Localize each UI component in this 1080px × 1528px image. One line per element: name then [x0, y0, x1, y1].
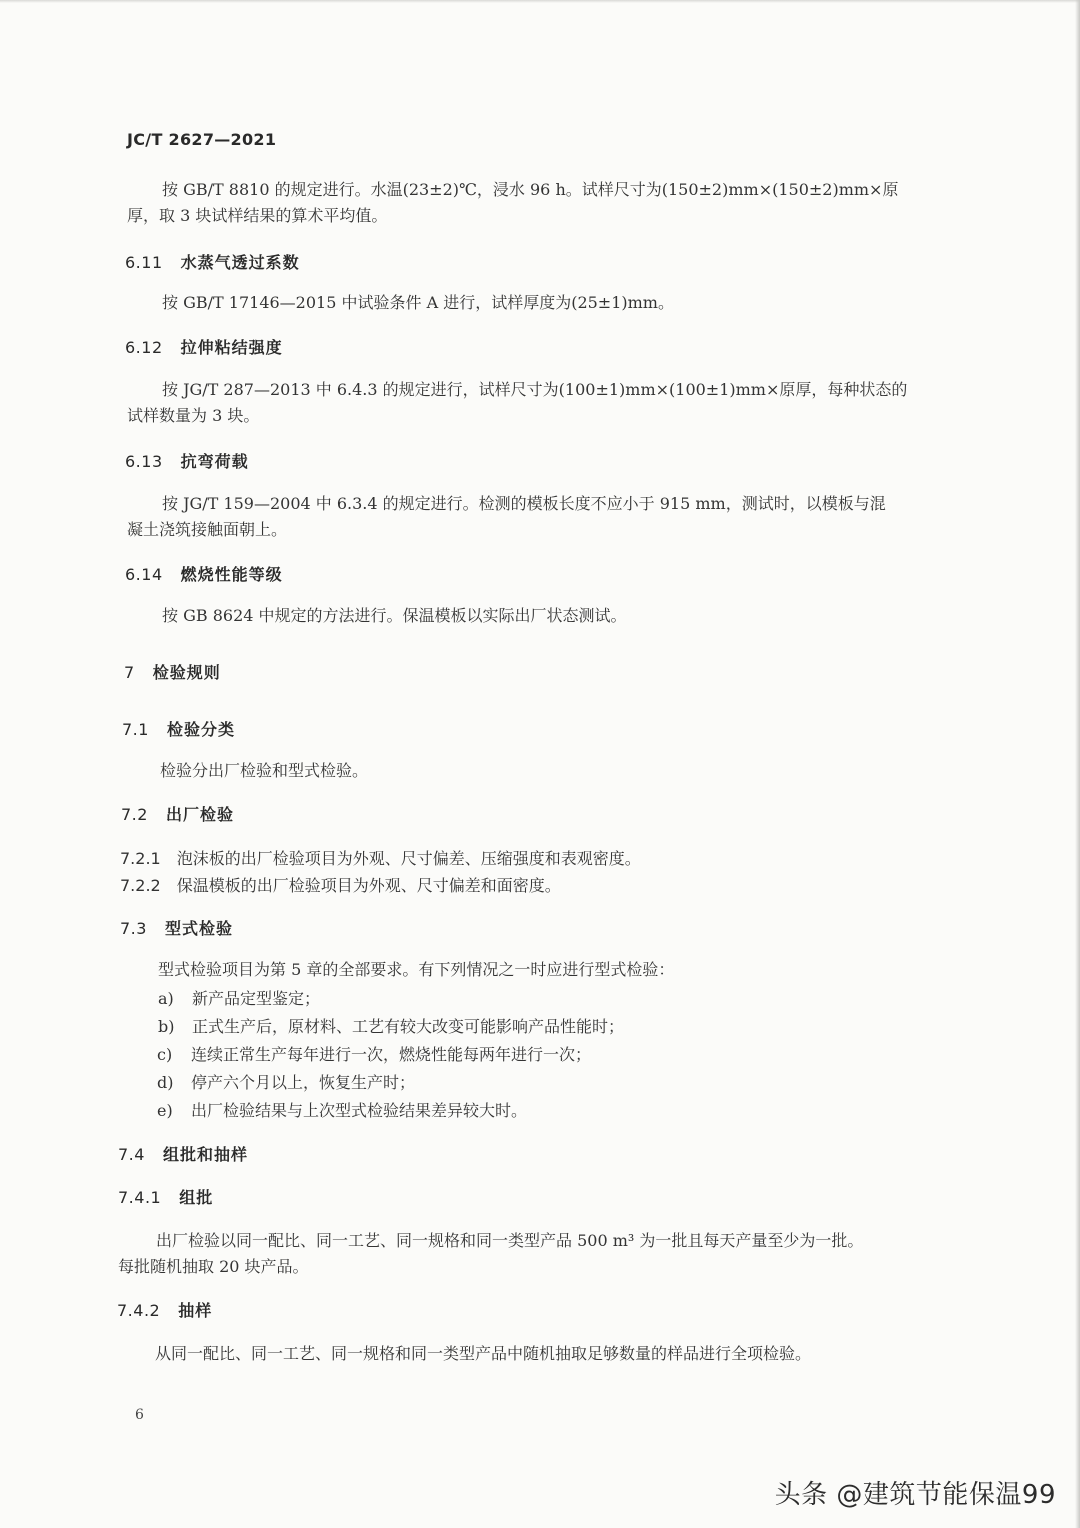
- paragraph-7-3: 型式检验项目为第 5 章的全部要求。有下列情况之一时应进行型式检验：: [158, 960, 675, 979]
- paragraph-7-1: 检验分出厂检验和型式检验。: [160, 761, 369, 780]
- standard-number: JC/T 2627—2021: [127, 130, 277, 149]
- heading-number: 7.4.1: [118, 1188, 162, 1207]
- heading-title: 燃烧性能等级: [180, 565, 283, 584]
- page-number: 6: [135, 1407, 144, 1423]
- heading-title: 组批: [179, 1188, 214, 1207]
- heading-number: 7.4: [118, 1145, 145, 1164]
- list-item-b: [158, 1014, 624, 1037]
- list-item-c: [157, 1042, 591, 1065]
- paragraph-6-12-line-1: 按 JG/T 287—2013 中 6.4.3 的规定进行，试样尺寸为(100±1)mm×(100±1)mm×原厚，每种状态的: [162, 380, 908, 399]
- paragraph-6-11: 按 GB/T 17146—2015 中试验条件 A 进行，试样厚度为(25±1)mm。: [162, 293, 674, 312]
- list-item-a: [158, 986, 320, 1009]
- heading-title: 拉伸粘结强度: [180, 338, 283, 357]
- heading-7-2: [121, 802, 234, 825]
- paragraph-6-12-line-2: 试样数量为 3 块。: [127, 406, 260, 425]
- heading-number: 6.14: [125, 565, 163, 584]
- paragraph-6-14: 按 GB 8624 中规定的方法进行。保温模板以实际出厂状态测试。: [162, 606, 627, 625]
- heading-6-11: [125, 250, 300, 273]
- heading-number: 7.2: [121, 805, 148, 824]
- list-marker: e): [157, 1101, 173, 1120]
- heading-number: 7.1: [122, 720, 149, 739]
- heading-7-4: [118, 1142, 248, 1165]
- heading-6-12: [125, 335, 283, 358]
- heading-number: 6.12: [125, 338, 163, 357]
- watermark-text: 头条 @建筑节能保温99: [774, 1480, 1056, 1510]
- list-text: 停产六个月以上，恢复生产时；: [191, 1073, 416, 1092]
- list-item-e: [157, 1098, 527, 1121]
- heading-number: 6.13: [125, 452, 163, 471]
- clause-number: 7.2.1: [120, 849, 161, 868]
- list-text: 出厂检验结果与上次型式检验结果差异较大时。: [191, 1101, 528, 1120]
- heading-number: 7: [124, 663, 135, 682]
- paragraph-7-4-1-line-2: 每批随机抽取 20 块产品。: [118, 1257, 309, 1276]
- list-item-d: [157, 1070, 415, 1093]
- heading-title: 出厂检验: [165, 805, 234, 824]
- list-text: 连续正常生产每年进行一次，燃烧性能每两年进行一次；: [191, 1045, 592, 1064]
- paragraph-7-4-1-line-1: 出厂检验以同一配比、同一工艺、同一规格和同一类型产品 500 m³ 为一批且每天产量至少为一批。: [156, 1231, 864, 1250]
- clause-text: 泡沫板的出厂检验项目为外观、尺寸偏差、压缩强度和表观密度。: [176, 849, 641, 868]
- heading-title: 组批和抽样: [162, 1145, 248, 1164]
- heading-6-14: [125, 562, 283, 585]
- clause-7-2-1: [120, 846, 641, 869]
- heading-number: 7.3: [120, 919, 147, 938]
- paragraph-6-10-line-1: 按 GB/T 8810 的规定进行。水温(23±2)℃，浸水 96 h。试样尺寸为(150±2)mm×(150±2)mm×原: [162, 180, 899, 199]
- heading-title: 抽样: [178, 1301, 213, 1320]
- heading-7-3: [120, 916, 233, 939]
- paragraph-6-10-line-2: 厚，取 3 块试样结果的算术平均值。: [127, 206, 388, 225]
- clause-7-2-2: [120, 873, 561, 896]
- heading-title: 水蒸气透过系数: [180, 253, 300, 272]
- heading-number: 6.11: [125, 253, 163, 272]
- clause-text: 保温模板的出厂检验项目为外观、尺寸偏差和面密度。: [176, 876, 561, 895]
- heading-7-1: [122, 717, 235, 740]
- paragraph-7-4-2: 从同一配比、同一工艺、同一规格和同一类型产品中随机抽取足够数量的样品进行全项检验。: [155, 1344, 812, 1363]
- clause-number: 7.2.2: [120, 876, 161, 895]
- heading-title: 型式检验: [164, 919, 233, 938]
- list-text: 正式生产后，原材料、工艺有较大改变可能影响产品性能时；: [192, 1017, 625, 1036]
- heading-title: 检验规则: [152, 663, 221, 682]
- heading-number: 7.4.2: [117, 1301, 161, 1320]
- list-marker: c): [157, 1045, 173, 1064]
- list-text: 新产品定型鉴定；: [192, 989, 321, 1008]
- paragraph-6-13-line-2: 凝土浇筑接触面朝上。: [127, 520, 288, 539]
- heading-title: 检验分类: [166, 720, 235, 739]
- heading-6-13: [125, 449, 249, 472]
- heading-7: [124, 660, 221, 683]
- list-marker: b): [158, 1017, 175, 1036]
- list-marker: a): [158, 989, 174, 1008]
- heading-7-4-2: [117, 1298, 212, 1321]
- heading-7-4-1: [118, 1185, 213, 1208]
- heading-title: 抗弯荷载: [180, 452, 249, 471]
- paragraph-6-13-line-1: 按 JG/T 159—2004 中 6.3.4 的规定进行。检测的模板长度不应小于 915 mm，测试时，以模板与混: [162, 494, 886, 513]
- list-marker: d): [157, 1073, 174, 1092]
